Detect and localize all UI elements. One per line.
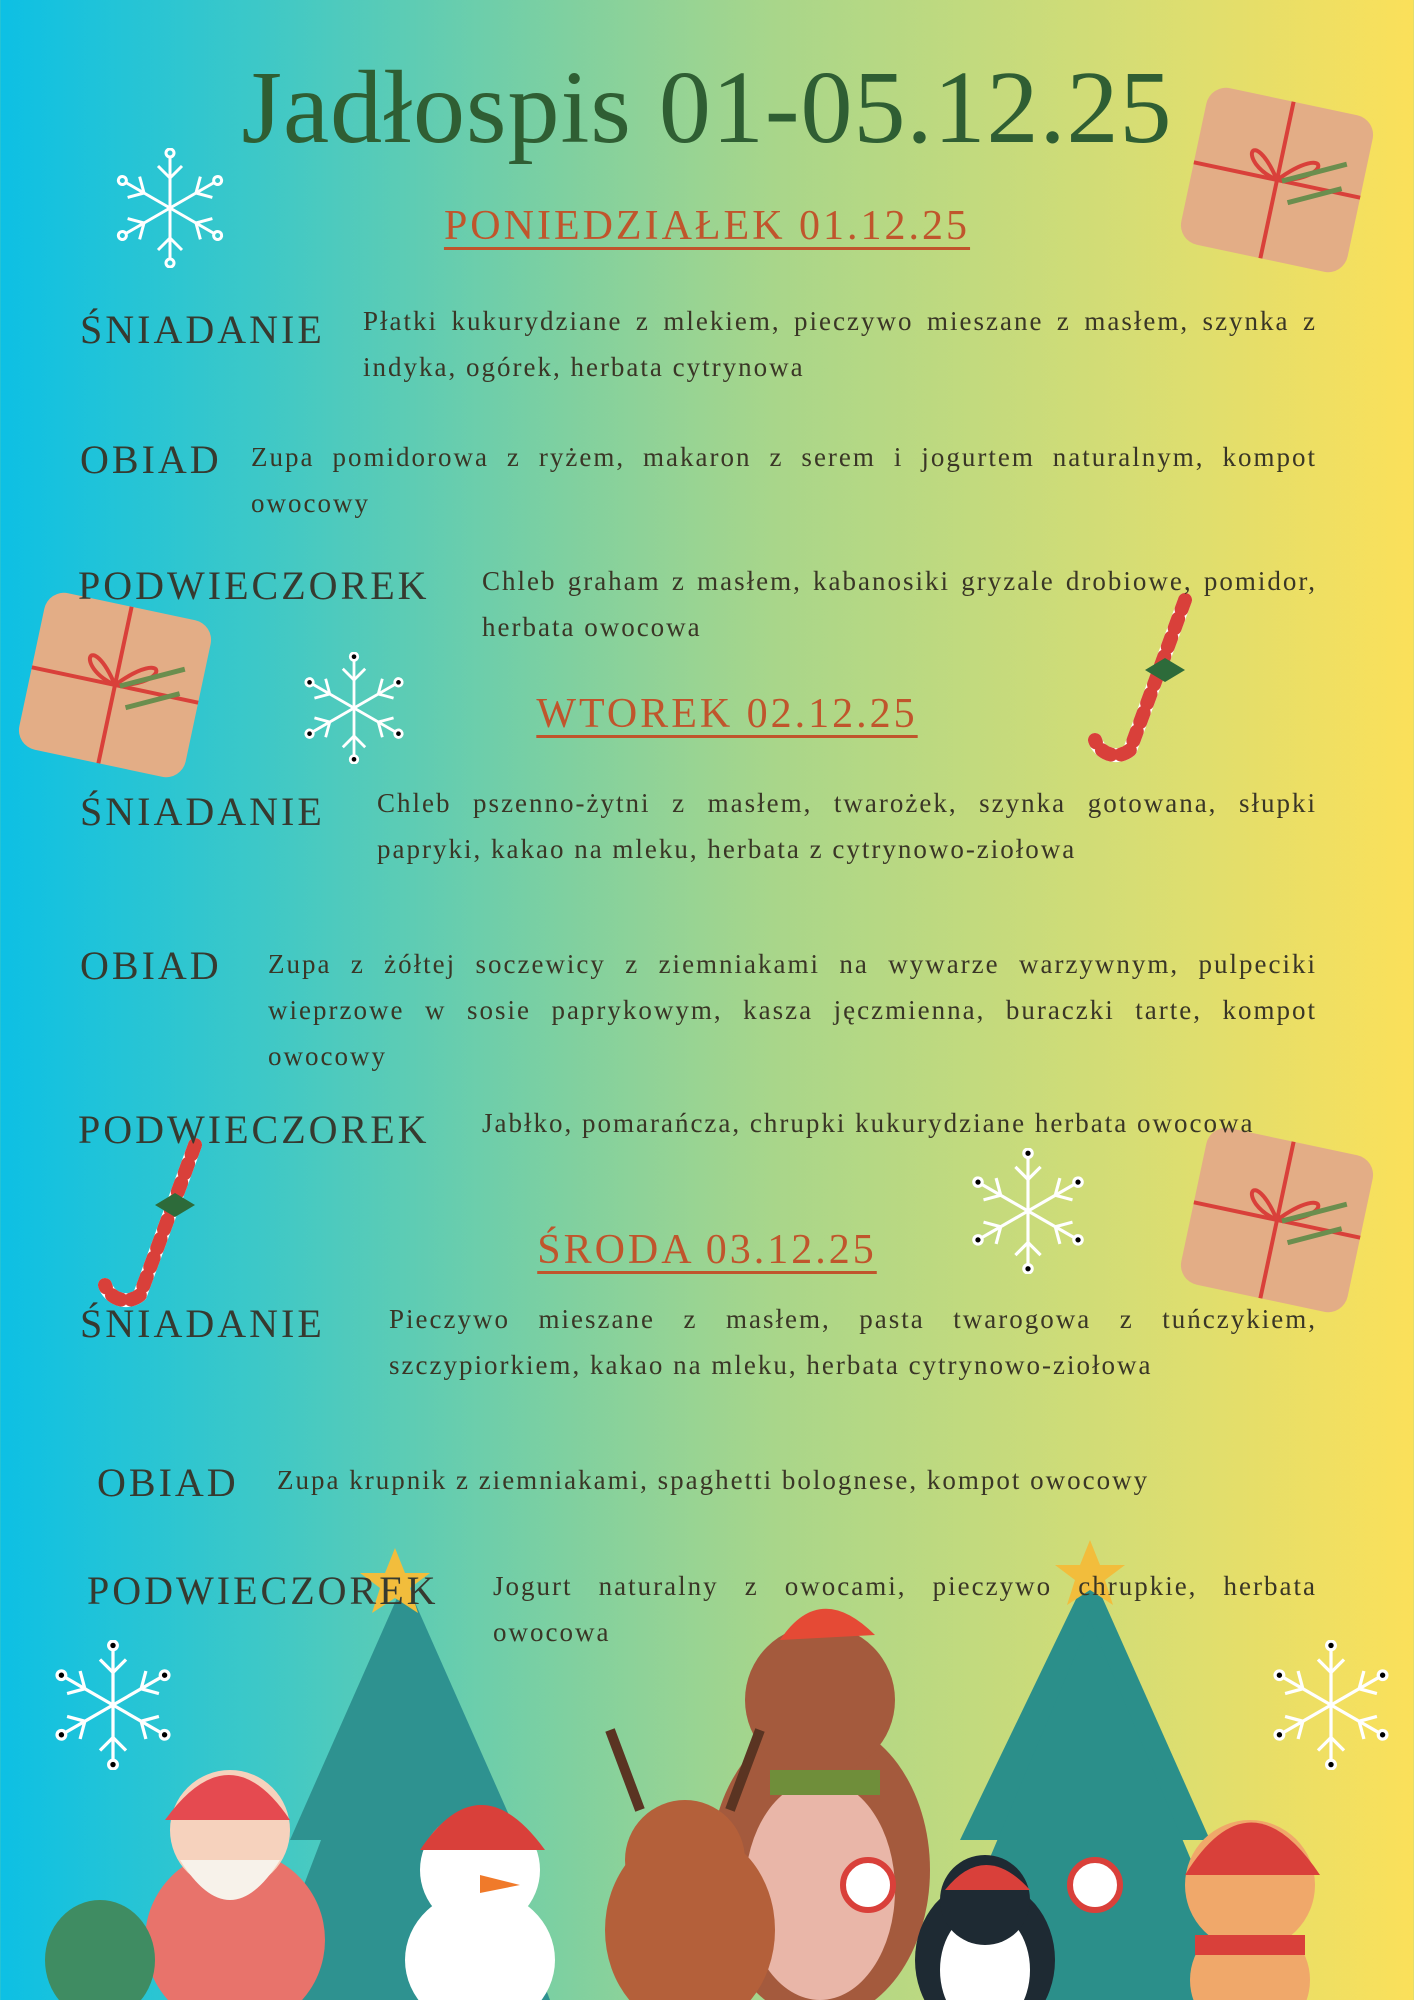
meal-label-lunch: OBIAD [80, 943, 222, 988]
meal-label-lunch: OBIAD [97, 1460, 239, 1505]
meal-label-breakfast: ŚNIADANIE [80, 1301, 325, 1346]
meal-text-lunch: Zupa z żółtej soczewicy z ziemniakami na wywarze warzywnym, pulpeciki wieprzowe w sosie paprykowym, kasza jęczmienna, buraczki tarte, kompot owocowy [268, 949, 1317, 1071]
meal-label-breakfast: ŚNIADANIE [80, 789, 325, 834]
meal-text-breakfast: Pieczywo mieszane z masłem, pasta twarogowa z tuńczykiem, szczypiorkiem, kakao na mleku, herbata cytrynowo-ziołowa [389, 1304, 1317, 1380]
meal-text-breakfast: Płatki kukurydziane z mlekiem, pieczywo mieszane z masłem, szynka z indyka, ogórek, herbata cytrynowa [363, 306, 1317, 382]
meal-label-snack: PODWIECZOREK [78, 563, 430, 608]
day-heading-wednesday: ŚRODA 03.12.25 [537, 1227, 877, 1273]
page-title: Jadłospis 01-05.12.25 [241, 50, 1173, 165]
gift-icon [1172, 1120, 1382, 1320]
meal-label-snack: PODWIECZOREK [78, 1107, 430, 1152]
meal-text-snack: Chleb graham z masłem, kabanosiki gryzale drobiowe, pomidor, herbata owocowa [482, 566, 1317, 642]
meal-text-snack: Jabłko, pomarańcza, chrupki kukurydziane herbata owocowa [482, 1108, 1255, 1138]
meal-label-lunch: OBIAD [80, 437, 222, 482]
day-heading-tuesday: WTOREK 02.12.25 [536, 691, 918, 737]
gift-icon [10, 585, 220, 785]
meal-text-breakfast: Chleb pszenno-żytni z masłem, twarożek, szynka gotowana, słupki papryki, kakao na mleku, herbata z cytrynowo-ziołowa [377, 788, 1317, 864]
meal-text-lunch: Zupa krupnik z ziemniakami, spaghetti bolognese, kompot owocowy [277, 1465, 1150, 1495]
meal-text-snack: Jogurt naturalny z owocami, pieczywo chrupkie, herbata owocowa [493, 1571, 1317, 1647]
day-heading-monday: PONIEDZIAŁEK 01.12.25 [443, 203, 971, 249]
meal-label-breakfast: ŚNIADANIE [80, 307, 325, 352]
meal-label-snack: PODWIECZOREK [87, 1568, 439, 1613]
meal-text-lunch: Zupa pomidorowa z ryżem, makaron z serem i jogurtem naturalnym, kompot owocowy [251, 442, 1317, 518]
